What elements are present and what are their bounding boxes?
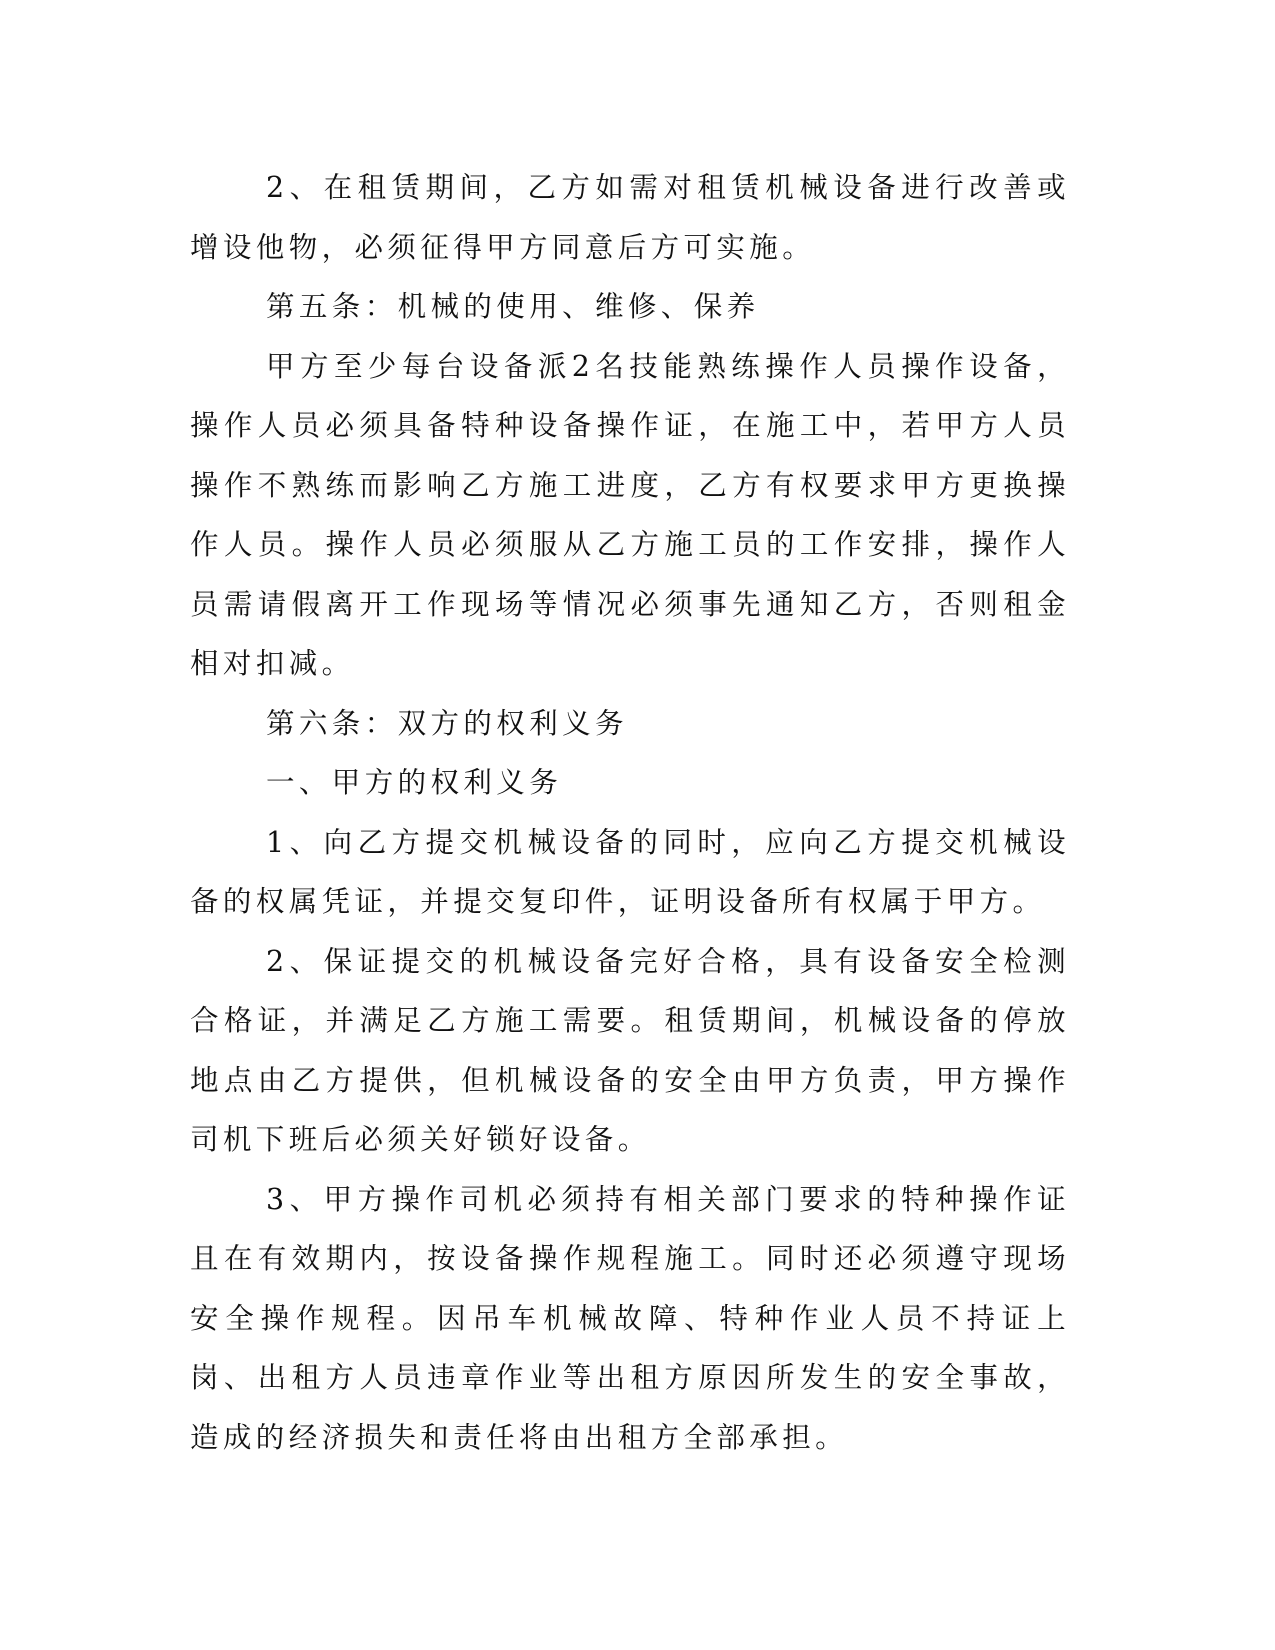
document-body	[190, 158, 1070, 1467]
clause-paragraph: 2、保证提交的机械设备完好合格，具有设备安全检测合格证，并满足乙方施工需要。租赁期间，机械设备的停放地点由乙方提供，但机械设备的安全由甲方负责，甲方操作司机下班后必须关好锁好设备。	[190, 944, 1070, 1156]
clause-paragraph: 2、在租赁期间，乙方如需对租赁机械设备进行改善或增设他物，必须征得甲方同意后方可实施。	[190, 171, 1070, 264]
clause-paragraph: 甲方至少每台设备派2名技能熟练操作人员操作设备，操作人员必须具备特种设备操作证，在施工中，若甲方人员操作不熟练而影响乙方施工进度，乙方有权要求甲方更换操作人员。操作人员必须服从乙方施工员的工作安排，操作人员需请假离开工作现场等情况必须事先通知乙方，否则租金相对扣减。	[190, 349, 1070, 680]
clause-paragraph: 1、向乙方提交机械设备的同时，应向乙方提交机械设备的权属凭证，并提交复印件，证明设备所有权属于甲方。	[190, 825, 1070, 918]
article-heading: 第六条：双方的权利义务	[266, 706, 628, 740]
article-heading: 第五条：机械的使用、维修、保养	[266, 290, 760, 323]
section-heading: 一、甲方的权利义务	[266, 766, 563, 799]
clause-paragraph: 3、甲方操作司机必须持有相关部门要求的特种操作证且在有效期内，按设备操作规程施工。同时还必须遵守现场安全操作规程。因吊车机械故障、特种作业人员不持证上岗、出租方人员违章作业等出租方原因所发生的安全事故，造成的经济损失和责任将由出租方全部承担。	[190, 1182, 1070, 1454]
